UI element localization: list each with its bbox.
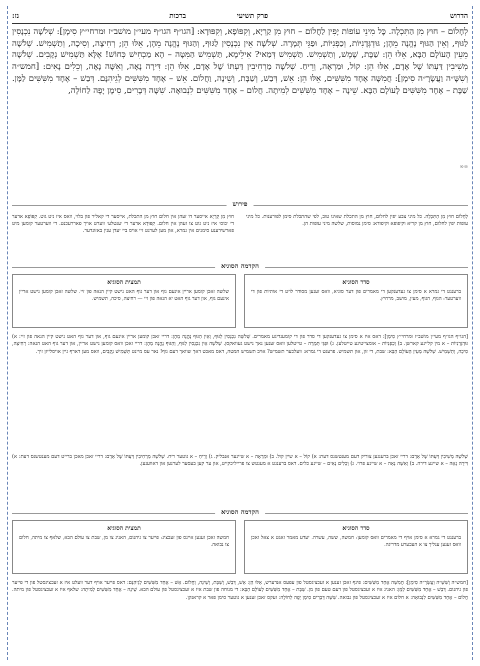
seder-body-2: ברענגט די גמרא א סימן אויף די מאמרים וואס קומען: חמשה, ששה, עשרה. יעדע מאמר זאגט א צאל זאכן וואס זענען ענליך צו א העכערע מדריגה. xyxy=(251,535,461,548)
seder-title-2: סדר הסוגיא xyxy=(342,525,370,532)
seder-body-1: ברענגט די גמרא א סימן צו געדענקען די מאמרים פון דער סוגיא, וואס זענען מסודר לויט די אותיות פון די ווערטער: הגוף, הגוף, מעין, מושב, מרחיץ. xyxy=(251,289,461,302)
main-gemara-text: לְחָלוֹם – חוּץ מִן הַתִּכְלָה. כׇּל מִינֵי עוֹפוֹת יָפִין לַחֲלוֹם – חוּץ מִן קַרְיָא, וְקִפּוֹפָא, וְקִפּוּדָא: [הגו״ף הגו״ף מעי״ן מושׁב״ז וּמרחי״ץ סִימָן]: שְׁלֹשָׁה נִכְנָסִין לַגּוּף, וְאֵין הַגּוּף נֶהֱנֶה מֵהֶן; גּוּדְגְּדָנִיּוֹת, וְכַפְנִיּוֹת, וּפַגֵּי תְּמָרָה. שְׁלֹשָׁה אֵין נִכְנָסִין לַגּוּף, וְהַגּוּף נֶהֱנֶה מֵהֶן, אֵלּוּ הֵן; רְחִיצָה, וְסִיכָה, וְתַשְׁמִישׁ. שְׁלֹשָׁה מֵעֵין הָעוֹלָם הַבָּא, אֵלּוּ הֵן: שַׁבָּת, שֶׁמֶשׁ, וְתַשְׁמִישׁ. תַּשְׁמִישׁ דְּמַאי? אִילֵימָא, תַּשְׁמִישׁ הַמִּטָּה – הָא מַכְחִישׁ כְּחוֹשׁ! אֶלָּא תַּשְׁמִישׁ נְקָבִים. שְׁלֹשָׁה מְשִׁיבִין דַּעְתּוֹ שֶׁל אָדָם, אֵלּוּ הֵן: קוֹל, וּמַרְאֶה, וְרֵיחַ. שְׁלֹשָׁה מַרְחִיבִין דַּעְתּוֹ שֶׁל אָדָם, אֵלּוּ הֵן: דִּירָה נָאָה, וְאִשָּׁה נָאָה, וְכֵלִים נָאִים: [חמש״ה וְשִׁשָּׁ״ה וַעֲשָׂרָ״ה סִימָן]: חֲמִשָּׁה אֶחָד מִשִּׁשִּׁים, אֵלּוּ הֵן: אֵשׁ, דְּבַשׁ, וְשַׁבָּת, וְשֵׁינָה, וַחֲלוֹם. אֵשׁ – אֶחָד מִשִּׁשִּׁים לְגֵיהִנָּם. דְּבַשׁ – אֶחָד מִשִּׁשִּׁים לַמָּן. שַׁבָּת – אֶחָד מִשִּׁשִּׁים לָעוֹלָם הַבָּא. שֵׁינָה – אֶחָד מִשִּׁשִּׁים לְמִיתָה. חֲלוֹם – אֶחָד מִשִּׁשִּׁים לִנְבוּאָה. שִׁשָּׁה דְּבָרִים, סִימָן יָפֶה לַחוֹלֶה, xyxy=(12,26,468,95)
running-header xyxy=(12,11,468,23)
seder-box-1 xyxy=(244,274,468,328)
hakdama-heading-1 xyxy=(12,262,468,272)
summary-boxes-2 xyxy=(12,520,468,574)
perush-label: פירוש xyxy=(227,200,254,208)
perush-left-column: חוּץ מִן קַרְיָא אייסער דו זעהן אין חלום חוץ מן התכלת, אייסער די קאליר פון בלוי, וואס איז ניט גוט. קִפּוֹפָא אדער די ׳כוס׳ איז ניט גוט צו זעהן אין חלום. קִפּוּדָא אדער די ׳ענטלע׳ ווערט אויך פאררעכנט. די ווערטער קומען מיט פארשידענע סימנים אין גמרא, און מען לערנט זיי אויס ביי יעדן ענין באזונדער. xyxy=(12,214,234,235)
header-folio: נז: xyxy=(12,11,19,20)
perush-columns xyxy=(12,214,468,262)
explanation-para-2: שְׁלֹשָׁה מְשִׁיבִין דַּעְתּוֹ שֶׁל אָדָם: דריי זאכן ברענגען צוריק דעם מענטשנס דעת: א) קוֹל – א שיין קול. ב) וּמַרְאֶה – א שיינער אנבליק. ג) וְרֵיחַ – א גוטער ריח. שְׁלֹשָׁה מַרְחִיבִין דַּעְתּוֹ שֶׁל אָדָם: דריי זאכן מאכן ברייט דעם מענטשנס דעת: א) דִּירָה נָאָה – א שיינע דירה. ב) וְאִשָּׁה נָאָה – א שיינע פרוי. ג) וְכֵלִים נָאִים – שיינע כלים. דאס ברענגט א מענטש צו פרייליכקייט, און ער קען בעסער לערנען און דאווענען. xyxy=(12,454,468,468)
small-mark: ∞∞ xyxy=(459,164,468,170)
tamtzis-title-2: תמצית הסוגיא xyxy=(107,525,141,532)
header-tractate: ברכות xyxy=(169,11,186,20)
header-chapter: פרק תשיעי xyxy=(236,11,268,20)
explanation-para-1: [הגו״ף הגו״ף מעי״ן מושׁב״ז וּמרחי״ץ סִימָן]: דאס איז א סימן צו געדענקען די סדר פון די קומענדיגע מאמרים. שְׁלֹשָׁה נִכְנָסִין לַגּוּף, וְאֵין הַגּוּף נֶהֱנֶה מֵהֶן: דריי זאכן קומען אריין אינעם גוף, און דער גוף האט נישט קיין הנאה פון זיי: א) גּוּדְגְּדָנִיּוֹת – א מין קליינע קארשן. ב) וְכַפְנִיּוֹת – אומצייטיגע טייטלען. ג) וּפַגֵּי תְּמָרָה – טייטלען וואס זענען נאך נישט געוואקסן. שְׁלֹשָׁה אֵין נִכְנָסִין לַגּוּף, וְהַגּוּף נֶהֱנֶה מֵהֶן: דריי זאכן וואס קומען נישט אריין, און דער גוף האט הנאה: רְחִיצָה, סִיכָה, וְתַשְׁמִישׁ. שְׁלֹשָׁה מֵעֵין הָעוֹלָם הַבָּא: שבת, די זון, און תשמיש. פרעגט די גמרא: וועלכער תשמיש? אויב תשמיש המטה, דאס מאכט דאך שוואך דעם גוף! נאר עס מיינט תַּשְׁמִישׁ נְקָבִים, וואס מען דארף גיין אויסלייזן זיך. xyxy=(12,334,468,355)
tamtzis-box-1 xyxy=(12,274,236,328)
hakdama-heading-2 xyxy=(12,508,468,518)
hakdama-label-1: הקדמה הסוגיא xyxy=(215,262,265,270)
summary-boxes-1 xyxy=(12,274,468,328)
header-right: הדרוש xyxy=(449,11,468,20)
tamtzis-title-1: תמצית הסוגיא xyxy=(107,279,141,286)
seder-title-1: סדר הסוגיא xyxy=(342,279,370,286)
tamtzis-box-2 xyxy=(12,520,236,574)
perush-right-column: לְחָלוֹם חוּץ מִן הַתִּכְלָה. כל מיני צבע יפין לחלום, חוץ מן התכלת שאינו טוב, לפי שהתכלת סימן לפורענות. כל מיני עופות יפין לחלום, חוץ מן קריא וקיפופא וקיפודא: סימן נמוסות, שלשה מיני עופות הן. xyxy=(246,214,468,228)
hakdama-label-2: הקדמה הסוגיא xyxy=(215,508,265,516)
explanation-para-3: [חמש״ה וְשִׁשָּׁ״ה וַעֲשָׂרָ״ה סִימָן]: חֲמִשָּׁה אֶחָד מִשִּׁשִּׁים: פינף זאכן זענען א זעכציגסטל פון עפעס אנדערש, אֵלּוּ הֵן: אֵשׁ, דְּבַשׁ, וְשַׁבָּת, וְשֵׁינָה, וַחֲלוֹם. אֵשׁ – אֶחָד מִשִּׁשִּׁים לְגֵיהִנָּם: דאס פייער אויף דער וועלט איז א זעכציגסטל פון די פייער פון גיהנום. דְּבַשׁ – אֶחָד מִשִּׁשִּׁים לַמָּן: האניג איז א זעכציגסטל פון דעם טעם פון מן. שַׁבָּת – אֶחָד מִשִּׁשִּׁים לָעוֹלָם הַבָּא: די מנוחה פון שבת איז א זעכציגסטל פון עולם הבא. שֵׁינָה – אֶחָד מִשִּׁשִּׁים לְמִיתָה: שלאף איז א זעכציגסטל פון מיתה. חֲלוֹם – אֶחָד מִשִּׁשִּׁים לִנְבוּאָה: א חלום איז א זעכציגסטל פון נבואה. שִׁשָּׁה דְּבָרִים סִימָן יָפֶה לַחוֹלֶה: זעקס זאכן זענען א גוטער סימן פאר א קראנקן. xyxy=(12,580,468,601)
perush-heading xyxy=(12,200,468,210)
seder-box-2 xyxy=(244,520,468,574)
tamtzis-body-1: שלשה זאכן קומען אריין אינעם גוף און דער גוף האט נישט קיין הנאה פון זיי. שלשה זאכן קומען נישט אריין אינעם גוף, און דער גוף האט יא הנאה פון זיי — רחיצה, סיכה, תשמיש. xyxy=(19,289,229,302)
tamtzis-body-2: חמשה זאכן זענען איינס פון זעכציג: פייער צו גיהנום, האניג צו מן, שבת צו עולם הבא, שלאף צו מיתה, חלום צו נבואה. xyxy=(19,535,229,548)
header-rule xyxy=(12,23,468,24)
